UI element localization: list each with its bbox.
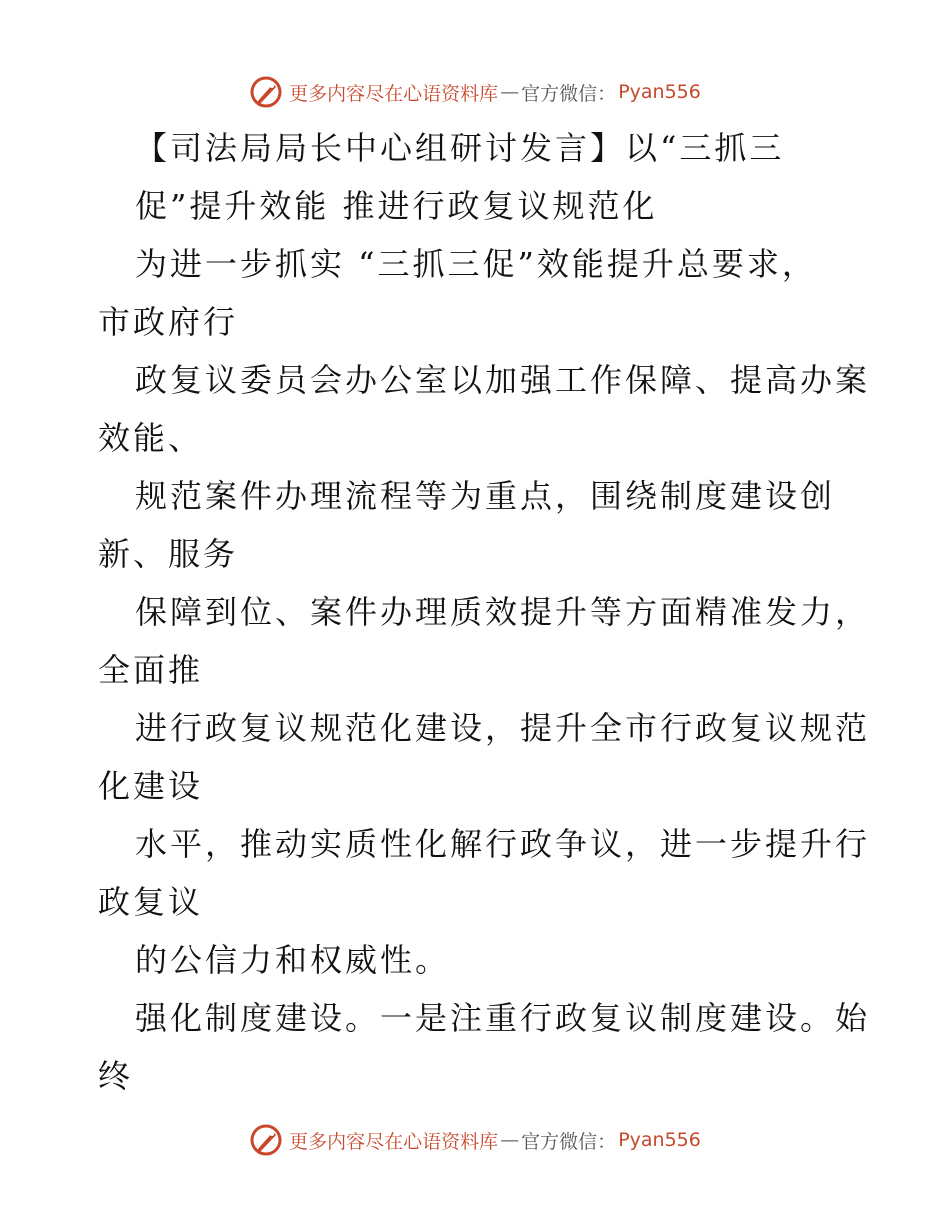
paragraph-line: 市政府行	[98, 303, 239, 341]
paragraph-line: 政复议委员会办公室以加强工作保障、提高办案	[135, 361, 871, 399]
footer-banner-text: 更多内容尽在心语资料库	[289, 1130, 499, 1153]
paragraph-line: 保障到位、案件办理质效提升等方面精准发力，	[135, 593, 871, 631]
paragraph-line: 新、服务	[98, 535, 239, 573]
header-separator: —	[500, 81, 520, 103]
header-banner	[0, 72, 950, 112]
paragraph-line: 化建设	[98, 767, 204, 805]
quill-logo-icon	[249, 1123, 283, 1157]
footer-wechat-id: Pyan556	[618, 1129, 701, 1151]
header-wechat-label: 官方微信：	[521, 82, 617, 105]
paragraph-line: 规范案件办理流程等为重点，围绕制度建设创	[135, 477, 836, 515]
paragraph-line: 终	[98, 1057, 134, 1095]
paragraph-line: 的公信力和权威性。	[135, 941, 451, 979]
footer-separator: —	[500, 1129, 520, 1151]
quill-logo-icon	[249, 75, 283, 109]
footer-banner	[0, 1120, 950, 1160]
header-banner-text: 更多内容尽在心语资料库	[289, 82, 499, 105]
paragraph-line: 进行政复议规范化建设，提升全市行政复议规范	[135, 709, 871, 747]
paragraph-line: 全面推	[98, 651, 204, 689]
paragraph-line: 水平，推动实质性化解行政争议，进一步提升行	[135, 825, 871, 863]
header-wechat-id: Pyan556	[618, 81, 701, 103]
document-title-line-1: 【司法局局长中心组研讨发言】以“三抓三	[135, 129, 785, 167]
paragraph-line: 为进一步抓实 “三抓三促”效能提升总要求，	[135, 245, 817, 283]
footer-wechat-label: 官方微信：	[521, 1130, 617, 1153]
paragraph-line: 政复议	[98, 883, 204, 921]
document-title-line-2: 促”提升效能 推进行政复议规范化	[135, 187, 658, 225]
paragraph-line: 强化制度建设。一是注重行政复议制度建设。始	[135, 999, 871, 1037]
paragraph-line: 效能、	[98, 419, 204, 457]
